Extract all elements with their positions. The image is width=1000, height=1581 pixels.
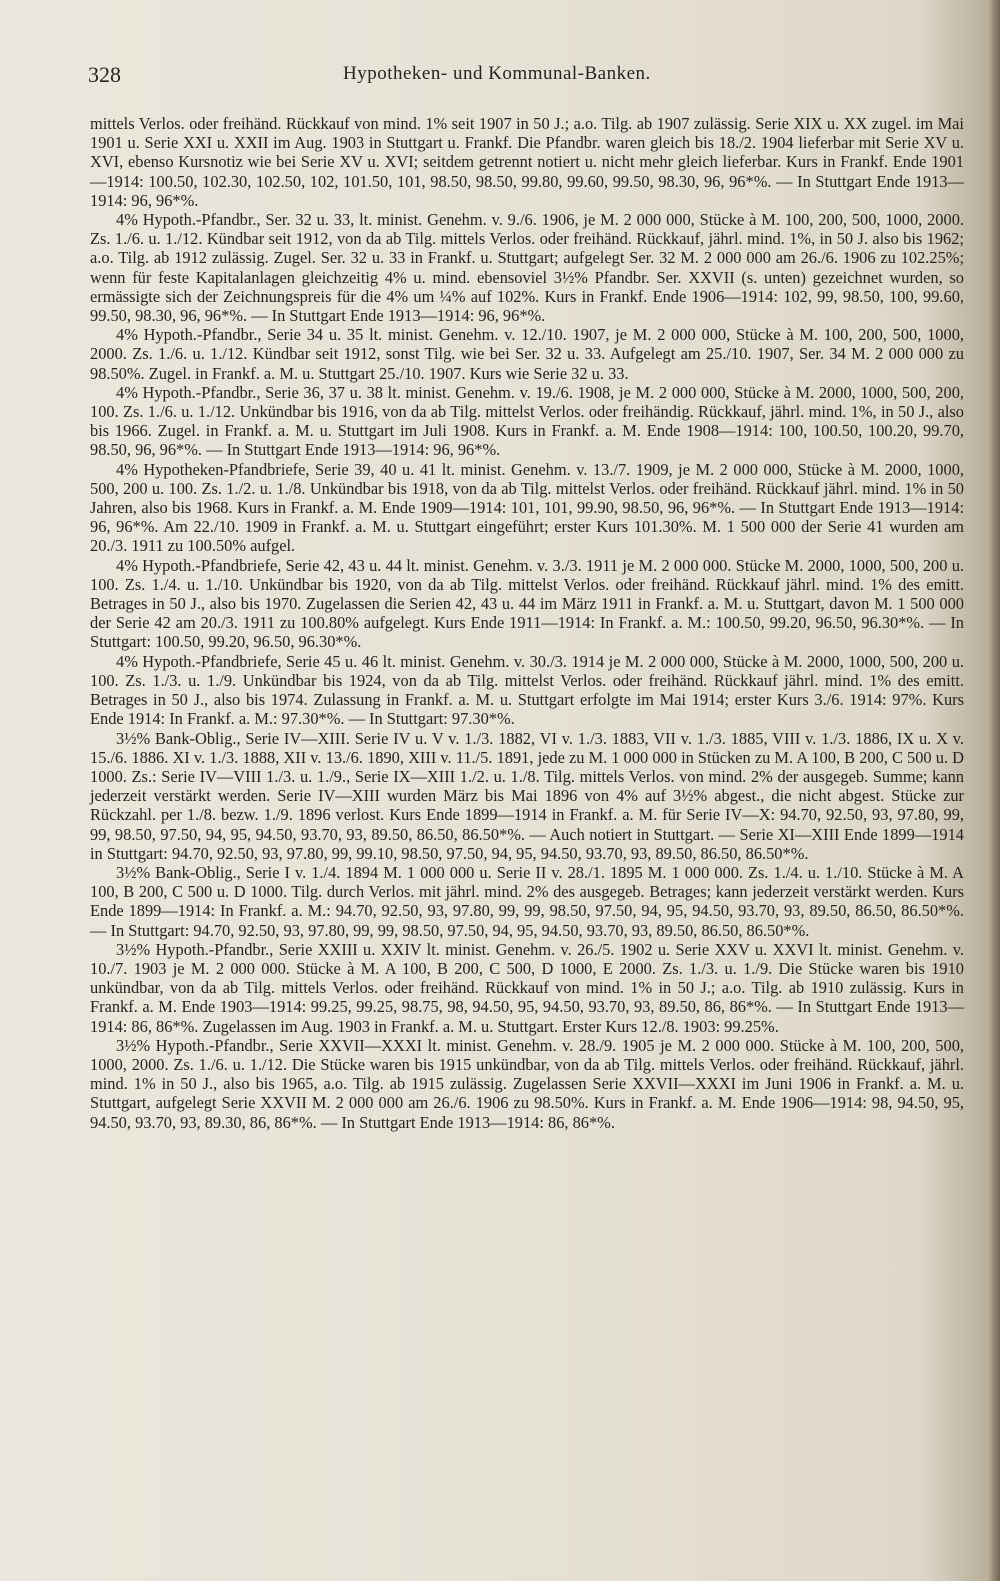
- body-text: [90, 114, 964, 1132]
- paragraph-pfandbr-serie-xxvii-xxxi: 3½% Hypoth.-Pfandbr., Serie XXVII—XXXI lt. minist. Genehm. v. 28./9. 1905 je M. 2 000 000. Stücke à M. 100, 200, 500, 1000, 2000. Zs. 1./6. u. 1./12. Die Stücke waren bis 1915 unkündbar, von da ab Tilg. mittels Verlos. oder freihänd. Rückkauf, jährl. mind. 1% in 50 J., also bis 1965, a.o. Tilg. ab 1915 zulässig. Zugelassen Serie XXVII—XXXI im Juni 1906 in Frankf. a. M. u. Stuttgart, aufgelegt Serie XXVII M. 2 000 000 am 26./6. 1906 zu 98.50%. Kurs in Frankf. a. M. Ende 1906—1914: 98, 94.50, 95, 94.50, 93.70, 93, 89.30, 86, 86*%. — In Stuttgart Ende 1913—1914: 86, 86*%.: [90, 1035, 964, 1132]
- page-number: 328: [88, 62, 121, 87]
- paragraph-bank-oblig-serie-i-ii: 3½% Bank-Oblig., Serie I v. 1./4. 1894 M. 1 000 000 u. Serie II v. 28./1. 1895 M. 1 000 000. Zs. 1./4. u. 1./10. Stücke à M. A 100, B 200, C 500 u. D 1000. Tilg. durch Verlos. mit jährl. mind. 2% des ausgegeb. Betrages; kann jederzeit verstärkt werden. Kurs Ende 1899—1914: In Frankf. a. M.: 94.70, 92.50, 93, 97.80, 99, 99, 98.50, 97.50, 94, 95, 94.50, 93.70, 93, 89.50, 86.50, 86.50*%. — In Stuttgart: 94.70, 92.50, 93, 97.80, 99, 99, 98.50, 97.50, 94, 95, 94.50, 93.70, 93, 89.50, 86.50, 86.50*%.: [90, 862, 964, 940]
- paragraph-pfandbr-serie-36-38: 4% Hypoth.-Pfandbr., Serie 36, 37 u. 38 lt. minist. Genehm. v. 19./6. 1908, je M. 2 000 000, Stücke à M. 2000, 1000, 500, 200, 100. Zs. 1./6. u. 1./12. Unkündbar bis 1916, von da ab Tilg. mittelst Verlos. oder freihändig. Rückkauf, jährl. mind. 1%, in 50 J., also bis 1966. Zugel. in Frankf. a. M. u. Stuttgart im Juli 1908. Kurs in Frankf. a. M. Ende 1908—1914: 100, 100.50, 100.20, 99.70, 98.50, 96, 96*%. — In Stuttgart Ende 1913—1914: 96, 96*%.: [90, 382, 964, 460]
- paragraph-pfandbriefe-serie-42-44: 4% Hypoth.-Pfandbriefe, Serie 42, 43 u. 44 lt. minist. Genehm. v. 3./3. 1911 je M. 2 000 000. Stücke M. 2000, 1000, 500, 200 u. 100. Zs. 1./4. u. 1./10. Unkündbar bis 1920, von da ab Tilg. mittelst Verlos. oder freihänd. Rückkauf jährl. mind. 1% des emitt. Betrages in 50 J., also bis 1970. Zugelassen die Serien 42, 43 u. 44 im März 1911 in Frankf. a. M. u. Stuttgart, davon M. 1 500 000 der Serie 42 am 20./3. 1911 zu 100.80% aufgelegt. Kurs Ende 1911—1914: In Frankf. a. M.: 100.50, 99.20, 96.50, 96.30*%. — In Stuttgart: 100.50, 99.20, 96.50, 96.30*%.: [90, 555, 964, 652]
- paragraph-pfandbriefe-serie-39-41: 4% Hypotheken-Pfandbriefe, Serie 39, 40 u. 41 lt. minist. Genehm. v. 13./7. 1909, je M. 2 000 000, Stücke à M. 2000, 1000, 500, 200 u. 100. Zs. 1./2. u. 1./8. Unkündbar bis 1918, von da ab Tilg. mittelst Verlos. oder freihänd. Rückkauf jährl. mind. 1% in 50 Jahren, also bis 1968. Kurs in Frankf. a. M. Ende 1909—1914: 101, 101, 99.90, 98.50, 96, 96*%. — In Stuttgart Ende 1913—1914: 96, 96*%. Am 22./10. 1909 in Frankf. a. M. u. Stuttgart eingeführt; erster Kurs 101.30%. M. 1 500 000 der Serie 41 wurden am 20./3. 1911 zu 100.50% aufgel.: [90, 459, 964, 556]
- paragraph-pfandbriefe-serie-45-46: 4% Hypoth.-Pfandbriefe, Serie 45 u. 46 lt. minist. Genehm. v. 30./3. 1914 je M. 2 000 000, Stücke à M. 2000, 1000, 500, 200 u. 100. Zs. 1./3. u. 1./9. Unkündbar bis 1924, von da ab Tilg. mittelst Verlos. oder freihänd. Rückkauf jährl. mind. 1% des emitt. Betrages in 50 J., also bis 1974. Zulassung in Frankf. a. M. u. Stuttgart erfolgte im Mai 1914; erster Kurs 3./6. 1914: 97%. Kurs Ende 1914: In Frankf. a. M.: 97.30*%. — In Stuttgart: 97.30*%.: [90, 651, 964, 729]
- running-head: Hypotheken- und Kommunal-Banken.: [343, 63, 651, 84]
- paragraph-bank-oblig-serie-iv-xiii: 3½% Bank-Oblig., Serie IV—XIII. Serie IV u. V v. 1./3. 1882, VI v. 1./3. 1883, VII v. 1./3. 1885, VIII v. 1./3. 1886, IX u. X v. 15./6. 1886. XI v. 1./3. 1888, XII v. 13./6. 1890, XIII v. 11./5. 1891, jede zu M. 1 000 000 in Stücken zu M. A 100, B 200, C 500 u. D 1000. Zs.: Serie IV—VIII 1./3. u. 1./9., Serie IX—XIII 1./2. u. 1./8. Tilg. mittels Verlos. von mind. 2% der ausgegeb. Summe; kann jederzeit verstärkt werden. Serie IV—XIII wurden März bis Mai 1896 von 4% auf 3½% abgest., die nicht abgest. Stücke zur Rückzahl. per 1./8. bezw. 1./9. 1896 verlost. Kurs Ende 1899—1914 in Frankf. a. M. für Serie IV—X: 94.70, 92.50, 93, 97.80, 99, 99, 98.50, 97.50, 94, 95, 94.50, 93.70, 93, 89.50, 86.50, 86.50*%. — Auch notiert in Stuttgart. — Serie XI—XIII Ende 1899—1914 in Stuttgart: 94.70, 92.50, 93, 97.80, 99, 99.10, 98.50, 97.50, 94, 95, 94.50, 93.70, 93, 89.50, 86.50, 86.50*%.: [90, 728, 964, 863]
- page-edge-shadow: [988, 0, 1000, 1581]
- page-header: [88, 62, 968, 90]
- paragraph-pfandbr-serie-xxiii-xxvi: 3½% Hypoth.-Pfandbr., Serie XXIII u. XXIV lt. minist. Genehm. v. 26./5. 1902 u. Serie XXV u. XXVI lt. minist. Genehm. v. 10./7. 1903 je M. 2 000 000. Stücke à M. A 100, B 200, C 500, D 1000, E 2000. Zs. 1./3. u. 1./9. Die Stücke waren bis 1910 unkündbar, von da ab Tilg. mittels Verlos. oder freihänd. Rückkauf von mind. 1% in 50 J.; a.o. Tilg. ab 1910 zulässig. Kurs in Frankf. a. M. Ende 1903—1914: 99.25, 99.25, 98.75, 98, 94.50, 95, 94.50, 93.70, 93, 89.50, 86, 86*%. — In Stuttgart Ende 1913—1914: 86, 86*%. Zugelassen im Aug. 1903 in Frankf. a. M. u. Stuttgart. Erster Kurs 12./8. 1903: 99.25%.: [90, 939, 964, 1036]
- paragraph-continuation: mittels Verlos. oder freihänd. Rückkauf von mind. 1% seit 1907 in 50 J.; a.o. Tilg. ab 1907 zulässig. Serie XIX u. XX zugel. im Mai 1901 u. Serie XXI u. XXII im Aug. 1903 in Stuttgart u. Frankf. Die Pfandbr. waren gleich bis 18./2. 1904 lieferbar mit Serie XV u. XVI, ebenso Kursnotiz wie bei Serie XV u. XVI; seitdem getrennt notiert u. nicht mehr gleich lieferbar. Kurs in Frankf. Ende 1901—1914: 100.50, 102.30, 102.50, 102, 101.50, 101, 98.50, 98.50, 99.80, 99.60, 99.50, 98.30, 96, 96*%. — In Stuttgart Ende 1913—1914: 96, 96*%.: [90, 114, 964, 210]
- paragraph-pfandbr-serie-34-35: 4% Hypoth.-Pfandbr., Serie 34 u. 35 lt. minist. Genehm. v. 12./10. 1907, je M. 2 000 000, Stücke à M. 100, 200, 500, 1000, 2000. Zs. 1./6. u. 1./12. Kündbar seit 1912, sonst Tilg. wie bei Ser. 32 u. 33. Aufgelegt am 25./10. 1907, Ser. 34 M. 2 000 000 zu 98.50%. Zugel. in Frankf. a. M. u. Stuttgart 25./10. 1907. Kurs wie Serie 32 u. 33.: [90, 325, 964, 383]
- paragraph-pfandbr-ser-32-33: 4% Hypoth.-Pfandbr., Ser. 32 u. 33, lt. minist. Genehm. v. 9./6. 1906, je M. 2 000 000, Stücke à M. 100, 200, 500, 1000, 2000. Zs. 1./6. u. 1./12. Kündbar seit 1912, von da ab Tilg. mittels Verlos. oder freihänd. Rückkauf, jährl. mind. 1%, in 50 J. also bis 1962; a.o. Tilg. ab 1912 zulässig. Zugel. Ser. 32 u. 33 in Frankf. u. Stuttgart; aufgelegt Ser. 32 M. 2 000 000 am 26./6. 1906 zu 102.25%; wenn für feste Kapitalanlagen gleichzeitig 4% u. mind. ebensoviel 3½% Pfandbr. Ser. XXVII (s. unten) gezeichnet wurden, so ermässigte sich der Zeichnungspreis für die 4% um ¼% auf 102%. Kurs in Frankf. Ende 1906—1914: 102, 99, 98.50, 100, 99.60, 99.50, 98.30, 96, 96*%. — In Stuttgart Ende 1913—1914: 96, 96*%.: [90, 210, 964, 326]
